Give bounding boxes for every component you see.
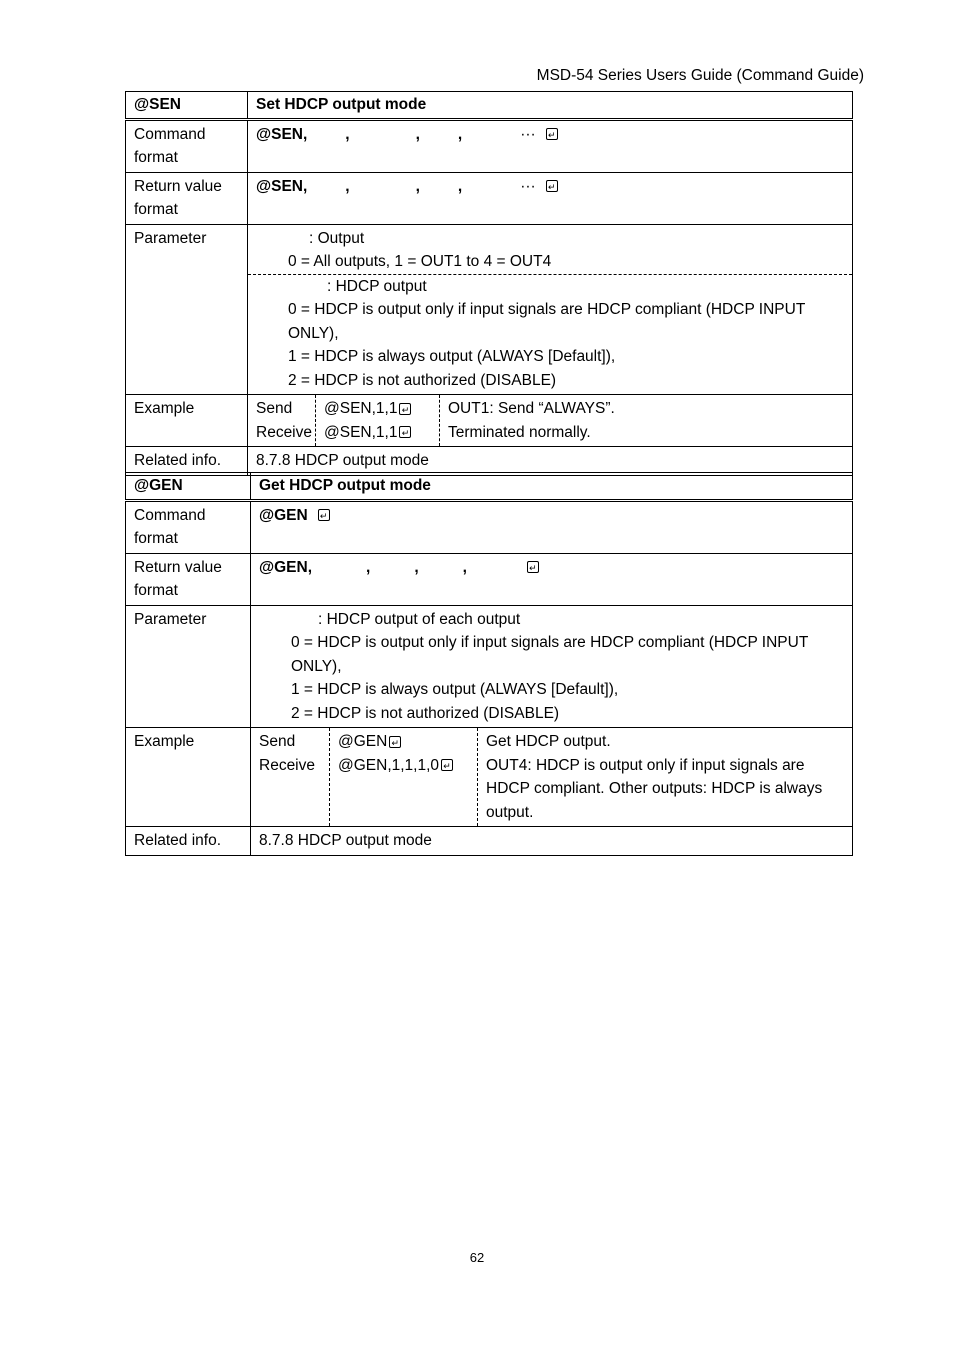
- ellipsis: ···: [520, 177, 536, 195]
- sen-return-format-row: [126, 172, 853, 224]
- gen-example-receive-label: Receive: [259, 756, 315, 774]
- sen-command-table: [125, 91, 853, 476]
- gen-param1-title: : HDCP output of each output: [318, 610, 521, 628]
- sen-example-send-desc: OUT1: Send “ALWAYS”.: [448, 400, 615, 417]
- gen-parameter-row: [126, 605, 853, 728]
- gen-parameter-value: [251, 605, 853, 728]
- sen-return-format-text: @SEN,: [256, 177, 308, 195]
- sen-example-label: Example: [126, 395, 248, 447]
- gen-return-format-value: @GEN, , , , ↵: [251, 553, 853, 605]
- carriage-return-icon: ↵: [399, 426, 411, 438]
- sen-related-value: 8.7.8 HDCP output mode: [248, 447, 853, 476]
- gen-command-format-label: Command format: [126, 500, 251, 553]
- gen-header-row: [126, 473, 853, 501]
- sen-related-row: [126, 447, 853, 476]
- gen-command-format-text: @GEN: [259, 506, 308, 524]
- sen-command-format-label: Command format: [126, 119, 248, 172]
- sen-header-row: [126, 92, 853, 120]
- gen-return-format-text: @GEN,: [259, 558, 313, 576]
- sen-parameter-label: Parameter: [126, 224, 248, 395]
- gen-return-format-row: [126, 553, 853, 605]
- ellipsis: ···: [520, 125, 536, 143]
- sen-param1-desc: 0 = All outputs, 1 = OUT1 to 4 = OUT4: [288, 253, 552, 270]
- gen-command-table: [125, 472, 853, 856]
- gen-command-format-row: [126, 500, 853, 553]
- sen-command-name: @SEN: [126, 92, 248, 120]
- carriage-return-icon: ↵: [399, 403, 411, 415]
- sen-example-send-cmd: @SEN,1,1 ↵: [324, 397, 431, 421]
- carriage-return-icon: ↵: [441, 759, 453, 771]
- sen-example-row: [126, 395, 853, 447]
- sen-example-recv-cmd: @SEN,1,1 ↵: [324, 421, 431, 445]
- sen-param2-desc3: 2 = HDCP is not authorized (DISABLE): [288, 371, 557, 389]
- gen-command-format-value: [251, 500, 853, 553]
- carriage-return-icon: ↵: [546, 128, 558, 140]
- gen-example-send-label: Send: [259, 733, 296, 750]
- gen-example-value: [251, 728, 853, 827]
- gen-param1-desc2: 1 = HDCP is always output (ALWAYS [Default]),: [291, 681, 619, 698]
- carriage-return-icon: ↵: [318, 509, 330, 521]
- carriage-return-icon: ↵: [527, 561, 539, 573]
- sen-parameter-row: [126, 224, 853, 395]
- sen-param2-desc1: 0 = HDCP is output only if input signals are HDCP compliant (HDCP INPUT ONLY),: [288, 301, 806, 342]
- gen-example-label: Example: [126, 728, 251, 827]
- sen-related-label: Related info.: [126, 447, 248, 476]
- gen-example-row: [126, 728, 853, 827]
- sen-param1-title: : Output: [309, 229, 365, 247]
- gen-example-recv-cmd: @GEN,1,1,1,0 ↵: [338, 754, 469, 778]
- sen-command-title: Set HDCP output mode: [248, 92, 853, 120]
- page-header: MSD-54 Series Users Guide (Command Guide): [536, 67, 864, 84]
- gen-command-title: Get HDCP output mode: [251, 473, 853, 501]
- gen-example-send-desc: Get HDCP output.: [486, 733, 611, 750]
- gen-example-recv-desc: OUT4: HDCP is output only if input signals are HDCP compliant. Other outputs: HDCP is always output.: [486, 756, 823, 821]
- sen-parameter-value: [248, 224, 853, 395]
- gen-parameter-label: Parameter: [126, 605, 251, 728]
- sen-command-format-row: [126, 119, 853, 172]
- sen-param2-title: : HDCP output: [327, 277, 427, 295]
- sen-example-receive-label: Receive: [256, 423, 312, 441]
- gen-related-row: [126, 827, 853, 856]
- page-number: 62: [469, 1250, 485, 1265]
- gen-return-format-label: Return value format: [126, 553, 251, 605]
- gen-param1-desc3: 2 = HDCP is not authorized (DISABLE): [291, 704, 560, 722]
- gen-related-value: 8.7.8 HDCP output mode: [251, 827, 853, 856]
- sen-command-format-text: @SEN,: [256, 125, 308, 143]
- gen-command-name: @GEN: [126, 473, 251, 501]
- sen-example-value: [248, 395, 853, 447]
- sen-example-recv-desc: Terminated normally.: [448, 423, 591, 441]
- sen-command-format-value: @SEN, , , , ··· ↵: [248, 119, 853, 172]
- carriage-return-icon: ↵: [546, 180, 558, 192]
- gen-example-send-cmd: @GEN ↵: [338, 730, 469, 754]
- carriage-return-icon: ↵: [389, 736, 401, 748]
- sen-param2-desc2: 1 = HDCP is always output (ALWAYS [Default]),: [288, 348, 616, 365]
- sen-example-send-label: Send: [256, 400, 293, 417]
- sen-return-format-label: Return value format: [126, 172, 248, 224]
- sen-param-divider: [248, 274, 852, 393]
- sen-return-format-value: @SEN, , , , ··· ↵: [248, 172, 853, 224]
- gen-related-label: Related info.: [126, 827, 251, 856]
- gen-param1-desc1: 0 = HDCP is output only if input signals are HDCP compliant (HDCP INPUT ONLY),: [291, 634, 809, 675]
